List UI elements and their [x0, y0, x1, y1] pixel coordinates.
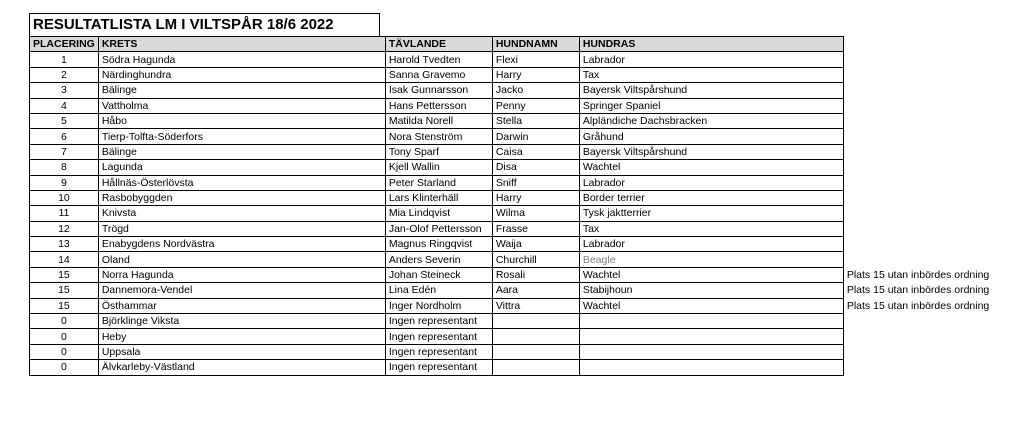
cell-hundras[interactable]: Wachtel: [579, 160, 843, 175]
cell-note[interactable]: [843, 360, 993, 375]
cell-hundnamn[interactable]: Darwin: [492, 129, 579, 144]
cell-hundras[interactable]: Gråhund: [579, 129, 843, 144]
cell-placering[interactable]: 2: [30, 67, 99, 82]
cell-placering[interactable]: 15: [30, 267, 99, 282]
cell-note[interactable]: [843, 175, 993, 190]
cell-hundnamn[interactable]: Disa: [492, 160, 579, 175]
cell-tavlande[interactable]: Inger Nordholm: [385, 298, 492, 313]
cell-placering[interactable]: 10: [30, 190, 99, 205]
cell-hundnamn[interactable]: Jacko: [492, 83, 579, 98]
cell-krets[interactable]: Knivsta: [98, 206, 385, 221]
table-row: [30, 237, 994, 252]
cell-placering[interactable]: 8: [30, 160, 99, 175]
table-row: [30, 314, 994, 329]
cell-krets[interactable]: Trögd: [98, 221, 385, 236]
cell-hundnamn[interactable]: [492, 314, 579, 329]
table-row: [30, 98, 994, 113]
cell-tavlande[interactable]: Matilda Norell: [385, 113, 492, 128]
cell-hundras[interactable]: Wachtel: [579, 267, 843, 282]
cell-note[interactable]: [843, 206, 993, 221]
cell-note[interactable]: [843, 83, 993, 98]
cell-krets[interactable]: Lagunda: [98, 160, 385, 175]
column-header-tavlande[interactable]: TÄVLANDE: [385, 37, 492, 52]
cell-tavlande[interactable]: Kjell Wallin: [385, 160, 492, 175]
cell-placering[interactable]: 3: [30, 83, 99, 98]
sheet-title: RESULTATLISTA LM I VILTSPÅR 18/6 2022: [33, 16, 334, 33]
cell-note[interactable]: [843, 237, 993, 252]
cell-hundras[interactable]: [579, 329, 843, 344]
cell-tavlande[interactable]: Lars Klinterhäll: [385, 190, 492, 205]
cell-hundnamn[interactable]: Stella: [492, 113, 579, 128]
cell-tavlande[interactable]: Anders Severin: [385, 252, 492, 267]
table-row: [30, 360, 994, 375]
cell-placering[interactable]: 1: [30, 52, 99, 67]
table-row: [30, 52, 994, 67]
cell-krets[interactable]: Rasbobyggden: [98, 190, 385, 205]
cell-krets[interactable]: Norra Hagunda: [98, 267, 385, 282]
cell-krets[interactable]: Östhammar: [98, 298, 385, 313]
cell-tavlande[interactable]: Peter Starland: [385, 175, 492, 190]
table-row: [30, 298, 994, 313]
header-row: [30, 37, 994, 52]
cell-hundras[interactable]: Springer Spaniel: [579, 98, 843, 113]
cell-hundras[interactable]: [579, 344, 843, 359]
cell-krets[interactable]: Enabygdens Nordvästra: [98, 237, 385, 252]
cell-hundnamn[interactable]: Frasse: [492, 221, 579, 236]
cell-tavlande[interactable]: Jan-Olof Pettersson: [385, 221, 492, 236]
table-row: [30, 83, 994, 98]
cell-placering[interactable]: 15: [30, 283, 99, 298]
cell-tavlande[interactable]: Johan Steineck: [385, 267, 492, 282]
cell-hundras[interactable]: Tax: [579, 67, 843, 82]
cell-tavlande[interactable]: Ingen representant: [385, 329, 492, 344]
cell-hundnamn[interactable]: Wilma: [492, 206, 579, 221]
cell-krets[interactable]: Dannemora-Vendel: [98, 283, 385, 298]
cell-placering[interactable]: 0: [30, 360, 99, 375]
cell-placering[interactable]: 0: [30, 329, 99, 344]
column-header-placering[interactable]: PLACERING: [30, 37, 99, 52]
table-row: [30, 67, 994, 82]
cell-krets[interactable]: Närdinghundra: [98, 67, 385, 82]
cell-note[interactable]: Plats 15 utan inbördes ordning: [846, 269, 990, 282]
table-row: [30, 160, 994, 175]
cell-krets[interactable]: Björklinge Viksta: [98, 314, 385, 329]
cell-hundras[interactable]: Labrador: [579, 175, 843, 190]
cell-placering[interactable]: 0: [30, 344, 99, 359]
results-table: [29, 36, 994, 376]
cell-note[interactable]: [843, 221, 993, 236]
table-row: [30, 344, 994, 359]
cell-hundnamn[interactable]: Sniff: [492, 175, 579, 190]
cell-hundras[interactable]: Stabijhoun: [579, 283, 843, 298]
table-row: [30, 329, 994, 344]
cell-krets[interactable]: Bälinge: [98, 144, 385, 159]
cell-hundras[interactable]: Wachtel: [579, 298, 843, 313]
table-row: [30, 221, 994, 236]
cell-tavlande[interactable]: Ingen representant: [385, 344, 492, 359]
cell-hundnamn[interactable]: Flexi: [492, 52, 579, 67]
cell-krets[interactable]: Håbo: [98, 113, 385, 128]
cell-tavlande[interactable]: Mia Lindqvist: [385, 206, 492, 221]
table-row: [30, 144, 994, 159]
column-header-hundras[interactable]: HUNDRAS: [579, 37, 843, 52]
cell-placering[interactable]: 11: [30, 206, 99, 221]
cell-krets[interactable]: Älvkarleby-Västland: [98, 360, 385, 375]
title-cell[interactable]: [29, 13, 380, 36]
cell-hundras[interactable]: Tax: [579, 221, 843, 236]
cell-hundnamn[interactable]: Churchill: [492, 252, 579, 267]
table-row: [30, 252, 994, 267]
table-row: [30, 206, 994, 221]
cell-hundnamn[interactable]: Vittra: [492, 298, 579, 313]
cell-krets[interactable]: Bälinge: [98, 83, 385, 98]
cell-hundnamn[interactable]: Rosali: [492, 267, 579, 282]
cell-hundras[interactable]: Bayersk Viltspårshund: [579, 144, 843, 159]
column-header-spacer: [843, 37, 993, 52]
cell-placering[interactable]: 5: [30, 113, 99, 128]
cell-tavlande[interactable]: Magnus Ringqvist: [385, 237, 492, 252]
cell-hundnamn[interactable]: Waija: [492, 237, 579, 252]
cell-krets[interactable]: Heby: [98, 329, 385, 344]
cell-hundnamn[interactable]: Penny: [492, 98, 579, 113]
cell-note[interactable]: [843, 252, 993, 267]
cell-note[interactable]: [843, 160, 993, 175]
cell-tavlande[interactable]: Sanna Gravemo: [385, 67, 492, 82]
cell-placering[interactable]: 9: [30, 175, 99, 190]
cell-hundras[interactable]: Labrador: [579, 52, 843, 67]
cell-note[interactable]: [843, 67, 993, 82]
cell-tavlande[interactable]: Harold Tvedten: [385, 52, 492, 67]
table-row: [30, 129, 994, 144]
cell-hundnamn[interactable]: Harry: [492, 67, 579, 82]
cell-hundras[interactable]: Beagle: [579, 252, 843, 267]
cell-tavlande[interactable]: Nora Stenström: [385, 129, 492, 144]
table-row: [30, 267, 994, 282]
cell-placering[interactable]: 7: [30, 144, 99, 159]
cell-note[interactable]: Plats 15 utan inbördes ordning: [846, 284, 990, 297]
cell-tavlande[interactable]: Hans Pettersson: [385, 98, 492, 113]
cell-note[interactable]: [843, 113, 993, 128]
cell-placering[interactable]: 15: [30, 298, 99, 313]
cell-note[interactable]: [843, 314, 993, 329]
cell-hundnamn[interactable]: Harry: [492, 190, 579, 205]
table-row: [30, 190, 994, 205]
table-row: [30, 283, 994, 298]
cell-krets[interactable]: Tierp-Tolfta-Söderfors: [98, 129, 385, 144]
cell-hundras[interactable]: Border terrier: [579, 190, 843, 205]
cell-tavlande[interactable]: Ingen representant: [385, 314, 492, 329]
cell-placering[interactable]: 0: [30, 314, 99, 329]
results-body: [30, 52, 994, 375]
cell-placering[interactable]: 12: [30, 221, 99, 236]
cell-hundras[interactable]: [579, 314, 843, 329]
table-row: [30, 113, 994, 128]
cell-note[interactable]: Plats 15 utan inbördes ordning: [846, 299, 990, 312]
cell-krets[interactable]: Södra Hagunda: [98, 52, 385, 67]
cell-tavlande[interactable]: Lina Edén: [385, 283, 492, 298]
cell-note[interactable]: [843, 329, 993, 344]
cell-krets[interactable]: Vattholma: [98, 98, 385, 113]
cell-krets[interactable]: Uppsala: [98, 344, 385, 359]
cell-tavlande[interactable]: Tony Sparf: [385, 144, 492, 159]
cell-tavlande[interactable]: Ingen representant: [385, 360, 492, 375]
cell-note[interactable]: [843, 52, 993, 67]
column-header-krets[interactable]: KRETS: [98, 37, 385, 52]
cell-hundras[interactable]: Bayersk Viltspårshund: [579, 83, 843, 98]
column-header-hundnamn[interactable]: HUNDNAMN: [492, 37, 579, 52]
cell-krets[interactable]: Oland: [98, 252, 385, 267]
cell-hundras[interactable]: Tysk jaktterrier: [579, 206, 843, 221]
cell-hundnamn[interactable]: Caisa: [492, 144, 579, 159]
cell-note[interactable]: [843, 344, 993, 359]
cell-hundnamn[interactable]: [492, 344, 579, 359]
cell-hundras[interactable]: Alpländiche Dachsbracken: [579, 113, 843, 128]
cell-hundnamn[interactable]: Aara: [492, 283, 579, 298]
cell-hundnamn[interactable]: [492, 360, 579, 375]
table-row: [30, 175, 994, 190]
cell-hundras[interactable]: [579, 360, 843, 375]
cell-note[interactable]: [843, 190, 993, 205]
cell-placering[interactable]: 13: [30, 237, 99, 252]
cell-tavlande[interactable]: Isak Gunnarsson: [385, 83, 492, 98]
cell-note[interactable]: [843, 98, 993, 113]
cell-note[interactable]: [843, 144, 993, 159]
cell-hundras[interactable]: Labrador: [579, 237, 843, 252]
cell-note[interactable]: [843, 129, 993, 144]
cell-hundnamn[interactable]: [492, 329, 579, 344]
cell-krets[interactable]: Hållnäs-Österlövsta: [98, 175, 385, 190]
cell-placering[interactable]: 4: [30, 98, 99, 113]
cell-placering[interactable]: 14: [30, 252, 99, 267]
cell-placering[interactable]: 6: [30, 129, 99, 144]
